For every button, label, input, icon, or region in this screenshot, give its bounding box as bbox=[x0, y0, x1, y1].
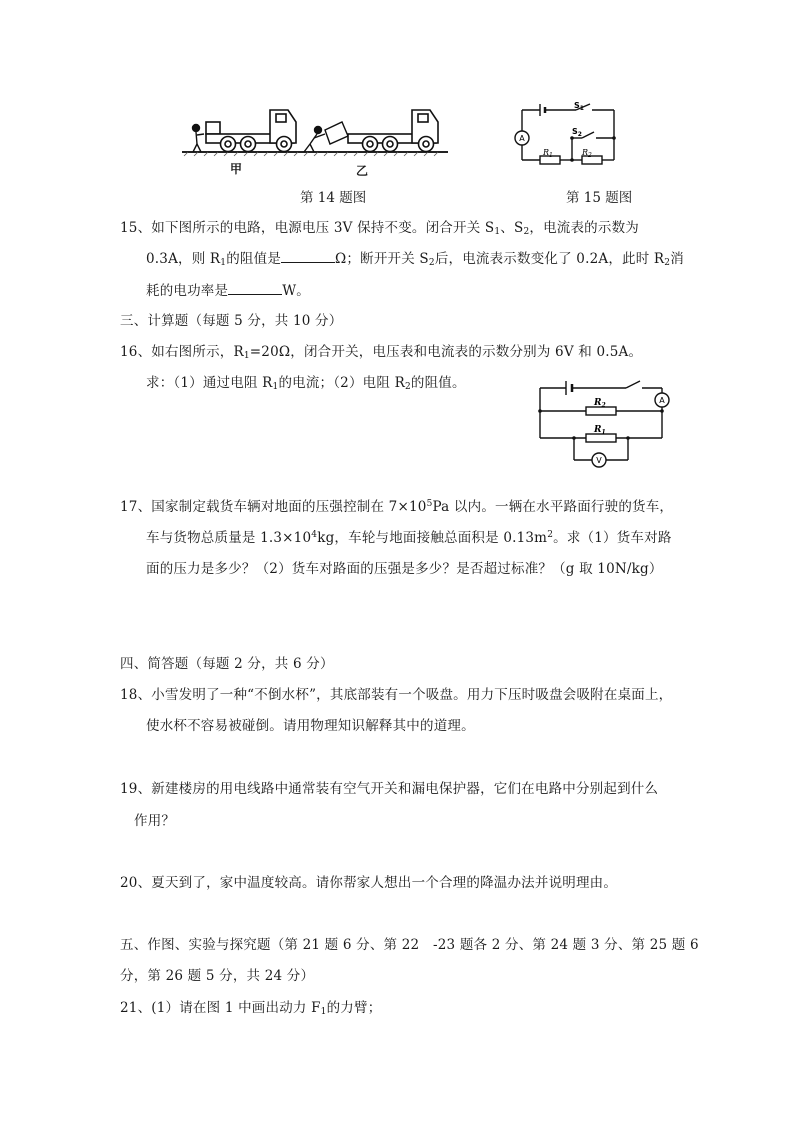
section-4-title: 四、简答题（每题 2 分，共 6 分） bbox=[120, 656, 334, 672]
q15-line-1: 15、如下图所示的电路，电源电压 3V 保持不变。闭合开关 $S_1$、$S_2$，电流表的示数为 bbox=[120, 220, 639, 237]
figure-16-circuit bbox=[536, 378, 696, 470]
q19-line-1: 19、新建楼房的用电线路中通常装有空气开关和漏电保护器，它们在电路中分别起到什么 bbox=[120, 781, 659, 797]
truck-icon bbox=[206, 110, 296, 152]
q20-line-1: 20、夏天到了，家中温度较高。请你帮家人想出一个合理的降温办法并说明理由。 bbox=[120, 875, 618, 891]
q19-line-2: 作用？ bbox=[134, 813, 176, 829]
section-3-title: 三、计算题（每题 5 分，共 10 分） bbox=[120, 313, 343, 329]
q17-line-2: 车与货物总质量是 $1.3\times 10^4kg$，车轮与地面接触总面积是 $0.13m^2$。求（1）货车对路 bbox=[146, 530, 672, 546]
q16-line-1: 16、如右图所示，$R_1=20\Omega$，闭合开关，电压表和电流表的示数分别为 6V 和 0.5A。 bbox=[120, 344, 643, 361]
s1-label: $S_1$ bbox=[574, 101, 584, 112]
person-pushing-box-icon bbox=[304, 122, 348, 152]
figure-14-label-jia: 甲 bbox=[230, 162, 243, 176]
figure-15-caption: 第 15 题图 bbox=[566, 190, 633, 206]
r2-label: $R_2$ bbox=[594, 398, 606, 409]
figure-14-label-yi: 乙 bbox=[356, 164, 369, 178]
q15-answer-blank-2[interactable] bbox=[228, 281, 282, 295]
q17-line-1: 17、国家制定载货车辆对地面的压强控制在 $7\times 10^5Pa$ 以内。一辆在水平路面行驶的货车， bbox=[120, 499, 674, 515]
section-5-title-line-1: 五、作图、实验与探究题（第 21 题 6 分、第 22 -23 题各 2 分、第 24 题 3 分、第 25 题 6 bbox=[120, 937, 699, 953]
q15-line-2: 0.3A，则 $R_1$的阻值是 Ω；断开开关 $S_2$后，电流表示数变化了 0.2A，此时 $R_2$消 bbox=[146, 251, 684, 268]
q18-line-1: 18、小雪发明了一种“不倒水杯”，其底部装有一个吸盘。用力下压时吸盘会吸附在桌面上， bbox=[120, 687, 673, 703]
q15-line-3: 耗的电功率是 W。 bbox=[146, 283, 310, 299]
q21-line-1: 21、(1）请在图 1 中画出动力 $F_1$的力臂； bbox=[120, 1000, 382, 1017]
figure-15-circuit bbox=[510, 100, 620, 170]
person-pushing-icon bbox=[193, 125, 205, 153]
figure-14-trucks bbox=[180, 100, 450, 180]
voltmeter-label: V bbox=[596, 456, 602, 465]
q18-line-2: 使水杯不容易被碰倒。请用物理知识解释其中的道理。 bbox=[146, 718, 475, 734]
section-5-title-line-2: 分，第 26 题 5 分，共 24 分） bbox=[120, 968, 315, 984]
figure-14-caption: 第 14 题图 bbox=[300, 190, 367, 206]
q16-line-2: 求：（1）通过电阻 $R_1$的电流；（2）电阻 $R_2$的阻值。 bbox=[146, 375, 466, 392]
q15-answer-blank-1[interactable] bbox=[281, 249, 335, 263]
s2-label: $S_2$ bbox=[572, 127, 582, 138]
truck-icon bbox=[348, 110, 438, 152]
r2-label: $R_2$ bbox=[582, 148, 592, 159]
q17-line-3: 面的压力是多少？（2）货车对路面的压强是多少？是否超过标准？（g 取 10N/kg） bbox=[146, 561, 663, 577]
ammeter-label: A bbox=[659, 396, 665, 405]
r1-label: $R_1$ bbox=[594, 425, 606, 436]
ammeter-label: A bbox=[519, 134, 525, 143]
r1-label: $R_1$ bbox=[543, 148, 553, 159]
